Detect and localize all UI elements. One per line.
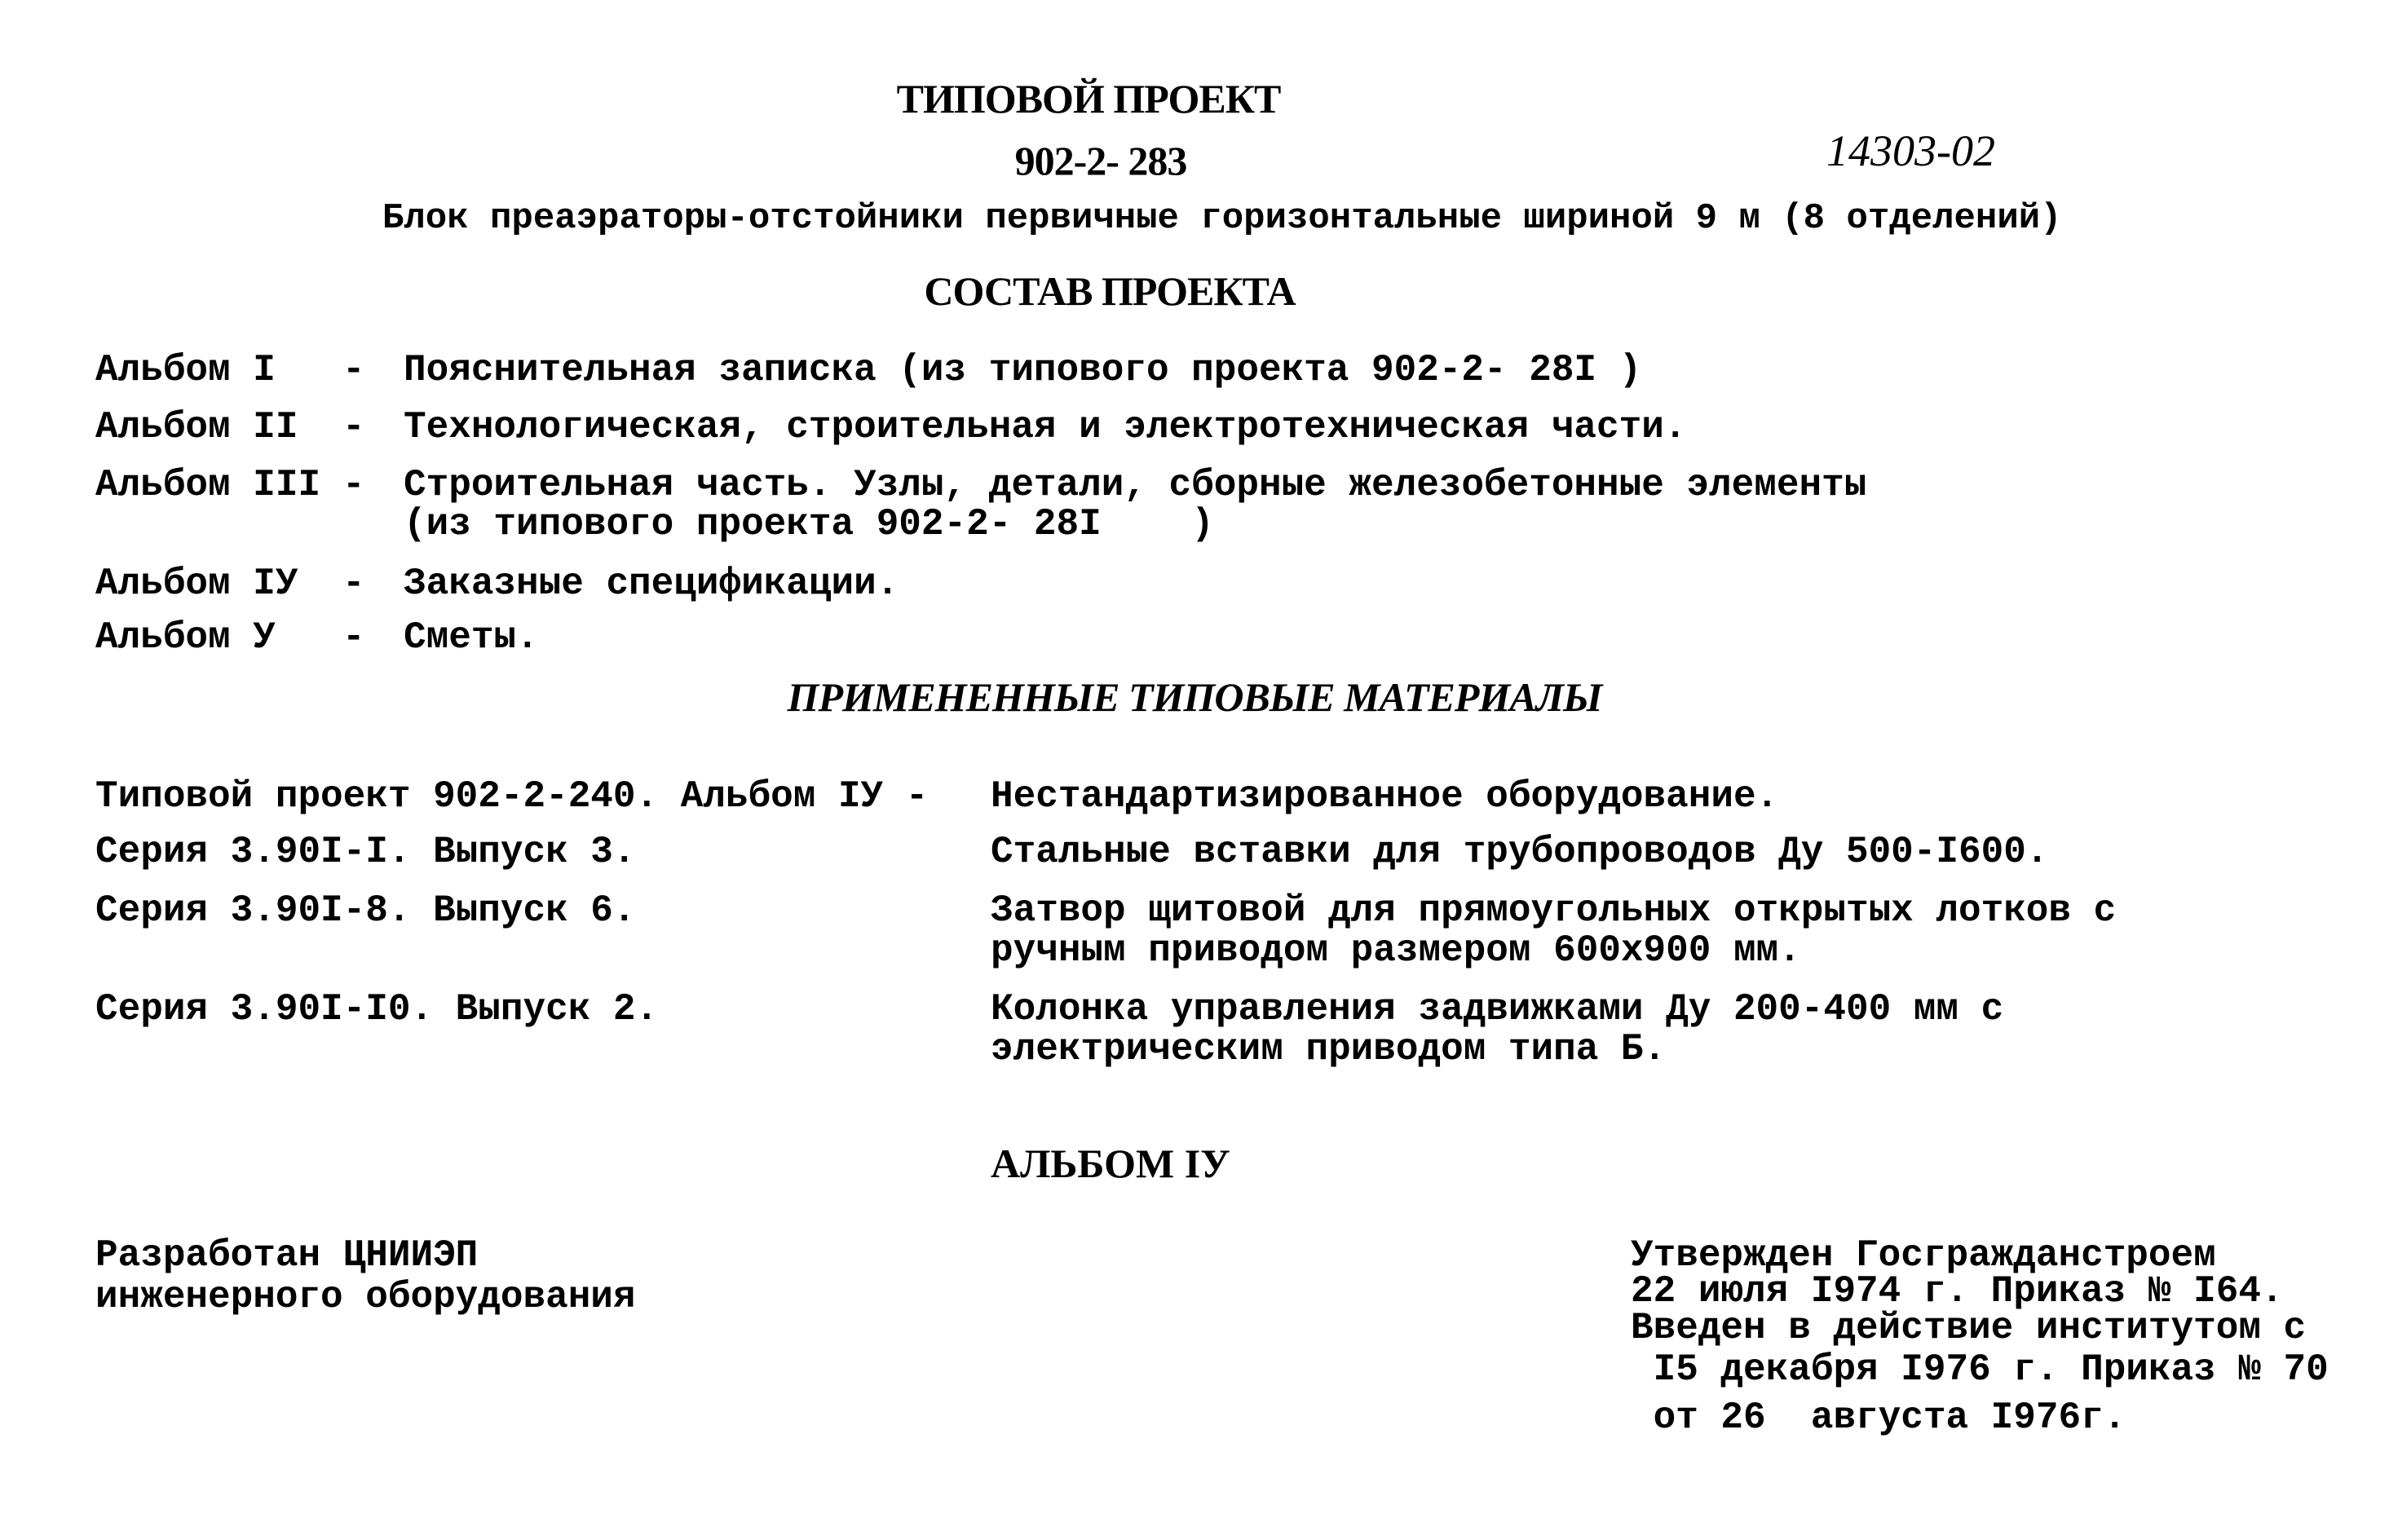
album-description: Заказные спецификации.	[404, 563, 899, 605]
album-label: Альбом IУ	[95, 563, 298, 605]
project-number: 902-2- 283	[1014, 138, 1187, 183]
album-dash: -	[342, 406, 365, 448]
composition-heading: СОСТАВ ПРОЕКТА	[924, 268, 1296, 314]
approval-line: Утвержден Госгражданстроем	[1631, 1234, 2216, 1277]
material-source: Серия 3.90I-I. Выпуск 3.	[95, 831, 636, 873]
developer-line: инженерного оборудования	[95, 1276, 636, 1318]
material-source: Типовой проект 902-2-240. Альбом IУ -	[95, 775, 929, 818]
material-source: Серия 3.90I-I0. Выпуск 2.	[95, 988, 659, 1030]
album-label: Альбом III	[95, 464, 321, 506]
approval-line: Введен в действие институтом с	[1631, 1307, 2307, 1349]
material-description: Стальные вставки для трубопроводов Ду 500-I600.	[991, 831, 2049, 873]
approval-line: от 26 августа I976г.	[1631, 1397, 2126, 1439]
material-description: ручным приводом размером 600х900 мм.	[991, 929, 1801, 972]
project-title: Блок преаэраторы-отстойники первичные горизонтальные шириной 9 м (8 отделений)	[382, 198, 2062, 239]
album-description: Технологическая, строительная и электротехническая части.	[404, 406, 1687, 448]
album-description: Строительная часть. Узлы, детали, сборные железобетонные элементы	[404, 464, 1867, 506]
developer-line: Разработан ЦНИИЭП	[95, 1234, 479, 1277]
material-description: электрическим приводом типа Б.	[991, 1028, 1667, 1070]
album-label: Альбом II	[95, 406, 298, 448]
material-description: Колонка управления задвижками Ду 200-400 мм с	[991, 988, 2004, 1030]
archive-number: 14303-02	[1826, 126, 1995, 175]
material-description: Затвор щитовой для прямоугольных открытых лотков с	[991, 889, 2117, 932]
material-description: Нестандартизированное оборудование.	[991, 775, 1779, 818]
approval-line: I5 декабря I976 г. Приказ № 70	[1631, 1348, 2329, 1391]
approval-line: 22 июля I974 г. Приказ № I64.	[1631, 1270, 2284, 1313]
album-label: Альбом I	[95, 349, 276, 391]
album-description: Пояснительная записка (из типового проекта 902-2- 28I )	[404, 349, 1642, 391]
album-label: Альбом У	[95, 616, 276, 659]
document-heading: ТИПОВОЙ ПРОЕКТ	[896, 76, 1281, 121]
album-dash: -	[342, 563, 365, 605]
album-dash: -	[342, 464, 365, 506]
album-description: (из типового проекта 902-2- 28I )	[404, 503, 1214, 545]
album-dash: -	[342, 616, 365, 659]
material-source: Серия 3.90I-8. Выпуск 6.	[95, 889, 636, 932]
album-dash: -	[342, 349, 365, 391]
album-description: Сметы.	[404, 616, 539, 659]
materials-heading: ПРИМЕНЕННЫЕ ТИПОВЫЕ МАТЕРИАЛЫ	[787, 674, 1602, 720]
album-title: АЛЬБОМ IУ	[991, 1141, 1230, 1186]
